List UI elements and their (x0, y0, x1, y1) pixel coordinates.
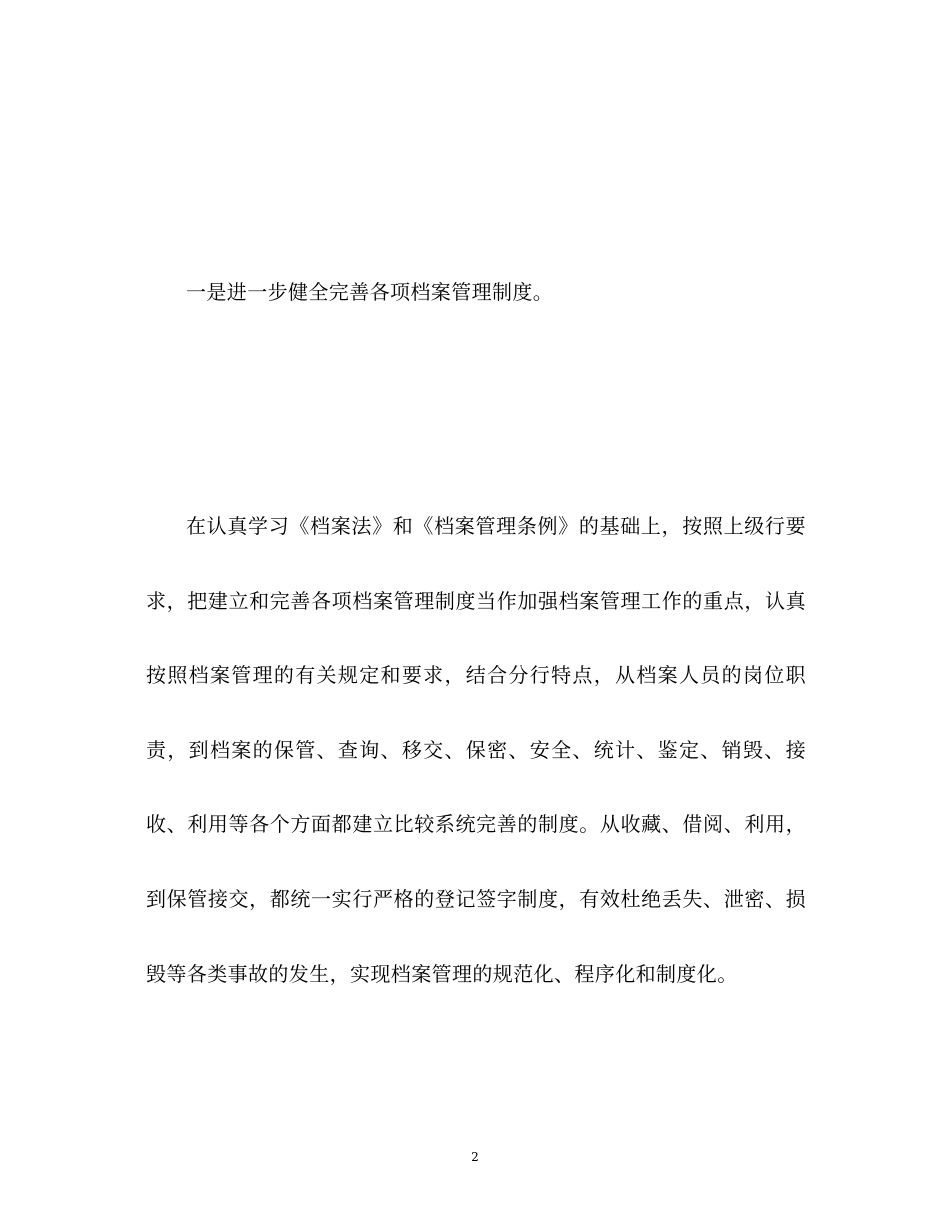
paragraph-body: 在认真学习《档案法》和《档案管理条例》的基础上，按照上级行要求，把建立和完善各项档案管理制度当作加强档案管理工作的重点，认真按照档案管理的有关规定和要求，结合分行特点，从档案人员的岗位职责，到档案的保管、查询、移交、保密、安全、统计、鉴定、销毁、接收、利用等各个方面都建立比较系统完善的制度。从收藏、借阅、利用，到保管接交，都统一实行严格的登记签字制度，有效杜绝丢失、泄密、损毁等各类事故的发生，实现档案管理的规范化、程序化和制度化。 (146, 514, 806, 986)
paragraph-heading-item: 一是进一步健全完善各项档案管理制度。 (186, 280, 554, 304)
page-number: 2 (471, 1150, 479, 1164)
